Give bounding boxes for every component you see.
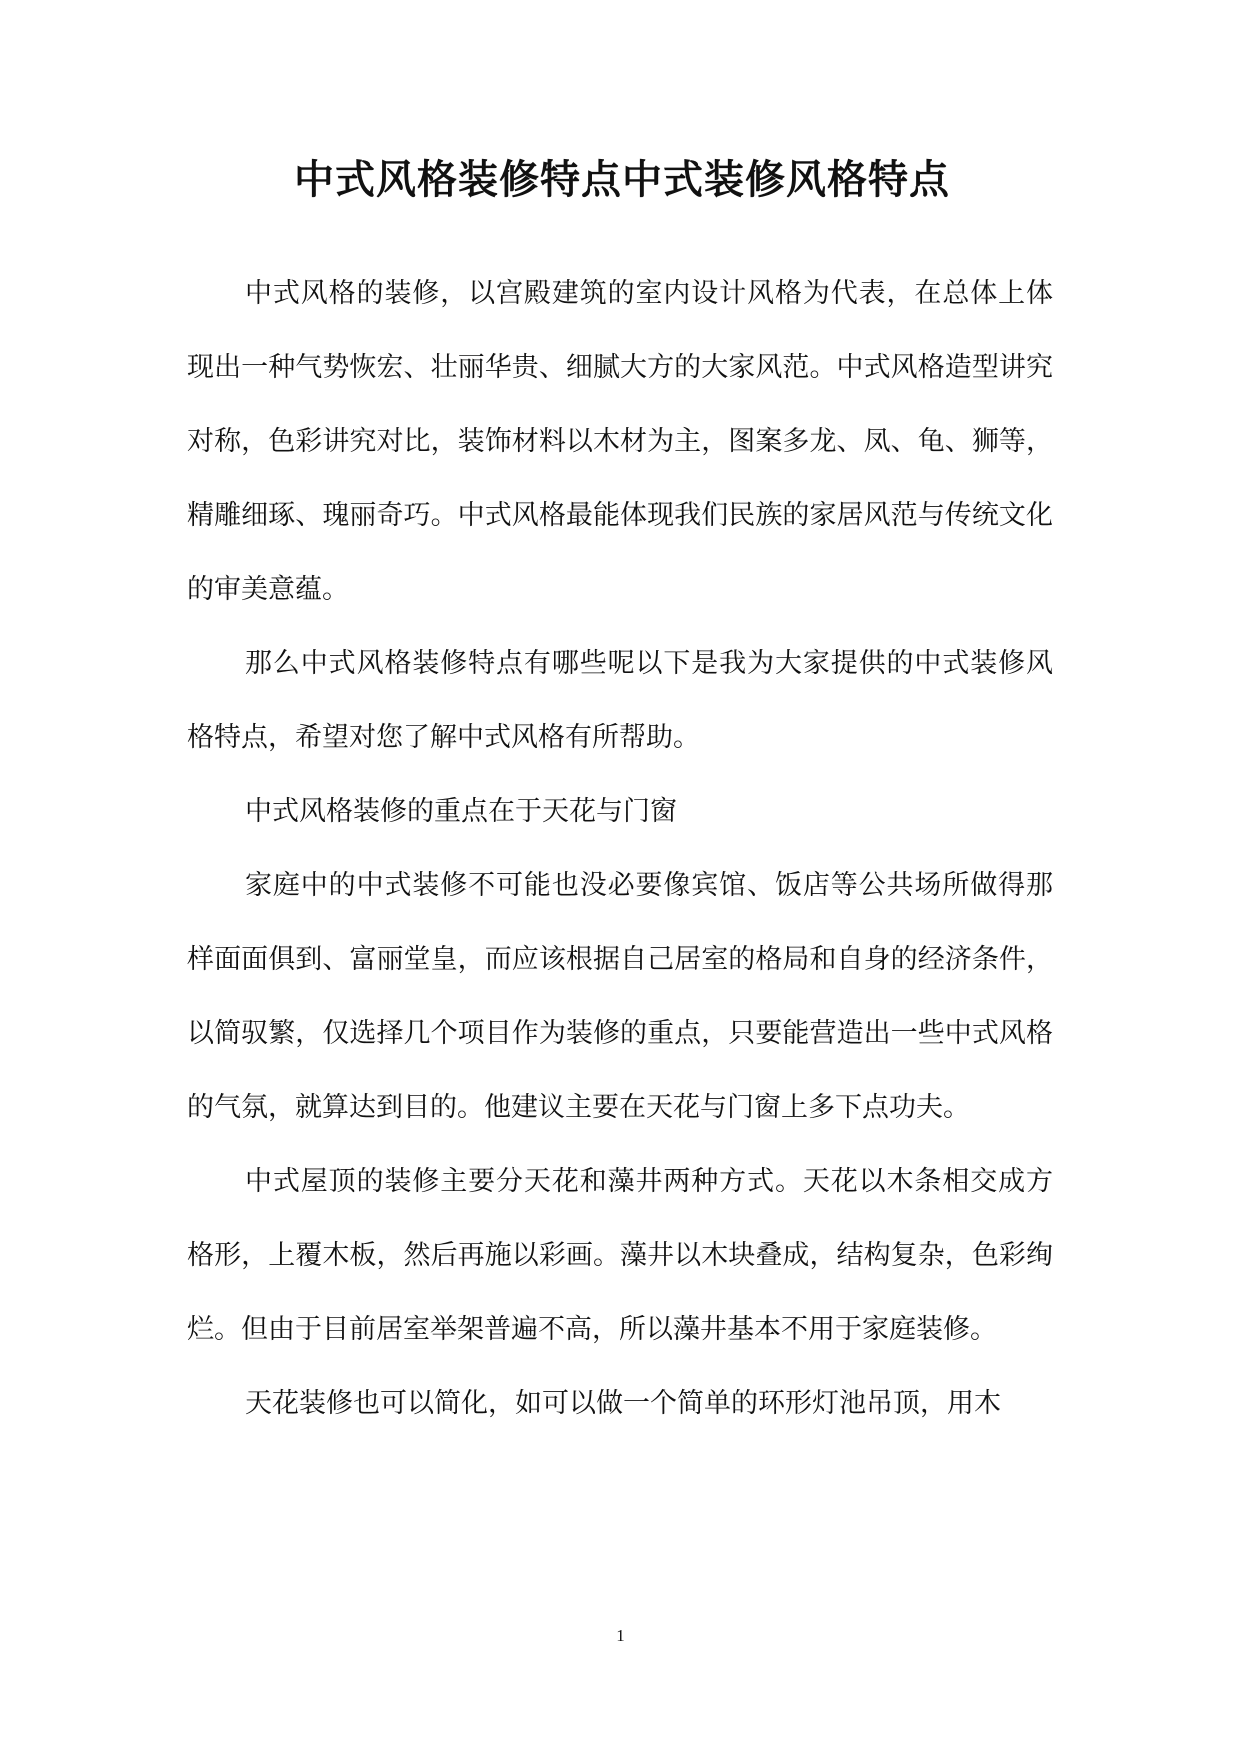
- paragraph-question: 那么中式风格装修特点有哪些呢以下是我为大家提供的中式装修风格特点，希望对您了解中式风格有所帮助。: [187, 648, 1053, 753]
- paragraph-roof-decoration: 中式屋顶的装修主要分天花和藻井两种方式。天花以木条相交成方格形，上覆木板，然后再施以彩画。藻井以木块叠成，结构复杂，色彩绚烂。但由于目前居室举架普遍不高，所以藻井基本不用于家庭装修。: [187, 1166, 1053, 1345]
- document-body: [187, 257, 1053, 1441]
- paragraph-intro: 中式风格的装修，以宫殿建筑的室内设计风格为代表，在总体上体现出一种气势恢宏、壮丽华贵、细腻大方的大家风范。中式风格造型讲究对称，色彩讲究对比，装饰材料以木材为主，图案多龙、凤、龟、狮等，精雕细琢、瑰丽奇巧。中式风格最能体现我们民族的家居风范与传统文化的审美意蕴。: [187, 278, 1053, 605]
- document-title: 中式风格装修特点中式装修风格特点: [294, 157, 950, 203]
- paragraph-heading-ceiling-windows: 中式风格装修的重点在于天花与门窗: [245, 796, 677, 827]
- paragraph-ceiling-simplify: 天花装修也可以简化，如可以做一个简单的环形灯池吊顶，用木: [245, 1388, 1001, 1419]
- page-number: 1: [616, 1626, 625, 1645]
- paragraph-home-decoration: 家庭中的中式装修不可能也没必要像宾馆、饭店等公共场所做得那样面面俱到、富丽堂皇，而应该根据自己居室的格局和自身的经济条件，以简驭繁，仅选择几个项目作为装修的重点，只要能营造出一些中式风格的气氛，就算达到目的。他建议主要在天花与门窗上多下点功夫。: [187, 870, 1053, 1123]
